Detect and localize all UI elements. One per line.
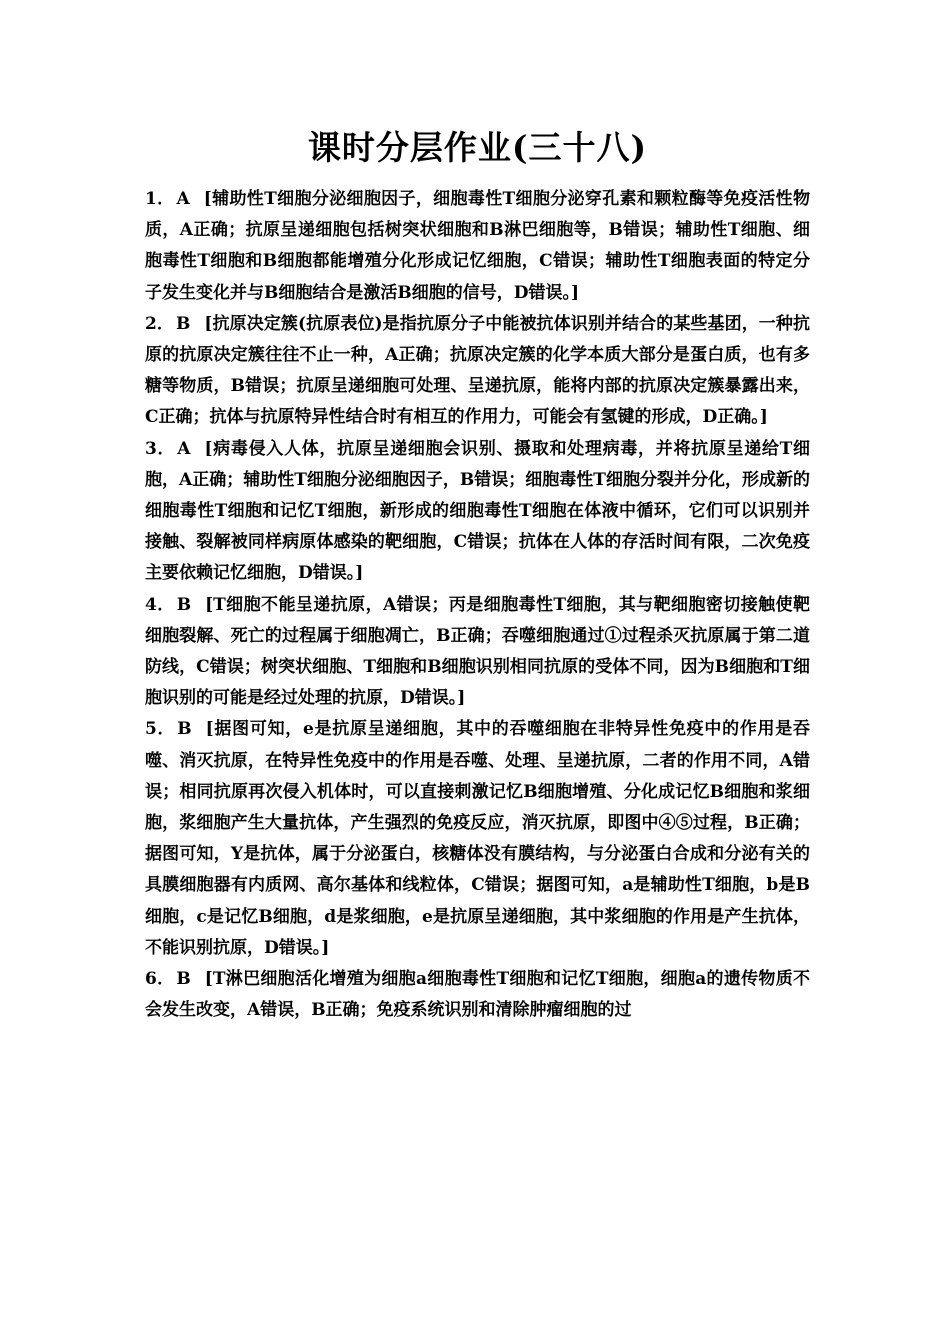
- answer-item-5: [145, 714, 810, 964]
- answer-number: 1．: [145, 189, 175, 209]
- answer-number: 3．: [145, 438, 176, 459]
- answer-choice: A: [176, 189, 190, 209]
- answer-explanation: [T细胞不能呈递抗原，A错误；丙是细胞毒性T细胞，其与靶细胞密切接触使靶细胞裂解、死亡的过程属于细胞凋亡，B正确；吞噬细胞通过①过程杀灭抗原属于第二道防线，C错误；树突状细胞、T细胞和B细胞识别相同抗原的受体不同，因为B细胞和T细胞识别的可能是经过处理的抗原，D错误。]: [145, 594, 810, 709]
- answer-choice: B: [176, 313, 191, 334]
- answer-choice: A: [177, 438, 191, 459]
- answer-number: 6．: [145, 969, 175, 990]
- answer-choice: B: [177, 719, 192, 740]
- page-title: 课时分层作业(三十八): [307, 128, 648, 167]
- answer-explanation: [抗原决定簇(抗原表位)是指抗原分子中能被抗体识别并结合的某些基团，一种抗原的抗原决定簇往往不止一种，A正确；抗原决定簇的化学本质大部分是蛋白质，也有多糖等物质，B错误；抗原呈递细胞可处理、呈递抗原，能将内部的抗原决定簇暴露出来，C正确；抗体与抗原特异性结合时有相互的作用力，可能会有氢键的形成，D正确。]: [145, 313, 810, 428]
- answer-number: 4．: [145, 594, 175, 615]
- answer-explanation: [据图可知，e是抗原呈递细胞，其中的吞噬细胞在非特异性免疫中的作用是吞噬、消灭抗原，在特异性免疫中的作用是吞噬、处理、呈递抗原，二者的作用不同，A错误；相同抗原再次侵入机体时，可以直接刺激记忆B细胞增殖、分化成记忆B细胞和浆细胞，浆细胞产生大量抗体，产生强烈的免疫反应，消灭抗原，即图中④⑤过程，B正确；据图可知，Y是抗体，属于分泌蛋白，核糖体没有膜结构，与分泌蛋白合成和分泌有关的具膜细胞器有内质网、高尔基体和线粒体，C错误；据图可知，a是辅助性T细胞，b是B细胞，c是记忆B细胞，d是浆细胞，e是抗原呈递细胞，其中浆细胞的作用是产生抗体，不能识别抗原，D错误。]: [145, 719, 810, 958]
- answer-choice: B: [176, 969, 191, 990]
- answer-item-6: [145, 964, 810, 1026]
- answer-explanation: [病毒侵入人体，抗原呈递细胞会识别、摄取和处理病毒，并将抗原呈递给T细胞，A正确；辅助性T细胞分泌细胞因子，B错误；细胞毒性T细胞分裂并分化，形成新的细胞毒性T细胞和记忆T细胞，新形成的细胞毒性T细胞在体液中循环，它们可以识别并接触、裂解被同样病原体感染的靶细胞，C错误；抗体在人体的存活时间有限，二次免疫主要依赖记忆细胞，D错误。]: [145, 438, 810, 584]
- answer-explanation: [辅助性T细胞分泌细胞因子，细胞毒性T细胞分泌穿孔素和颗粒酶等免疫活性物质，A正确；抗原呈递细胞包括树突状细胞和B淋巴细胞等，B错误；辅助性T细胞、细胞毒性T细胞和B细胞都能增殖分化形成记忆细胞，C错误；辅助性T细胞表面的特定分子发生变化并与B细胞结合是激活B细胞的信号，D错误。]: [145, 189, 810, 303]
- answer-explanation: [T淋巴细胞活化增殖为细胞a细胞毒性T细胞和记忆T细胞，细胞a的遗传物质不会发生改变，A错误，B正确；免疫系统识别和清除肿瘤细胞的过: [145, 969, 810, 1021]
- answer-choice: B: [176, 594, 192, 615]
- answer-item-1: [145, 184, 810, 309]
- document-page: [145, 120, 810, 1026]
- answer-number: 5．: [145, 719, 176, 740]
- answer-item-2: [145, 309, 810, 434]
- answer-number: 2．: [145, 313, 175, 334]
- answer-item-3: [145, 434, 810, 590]
- answer-item-4: [145, 590, 810, 715]
